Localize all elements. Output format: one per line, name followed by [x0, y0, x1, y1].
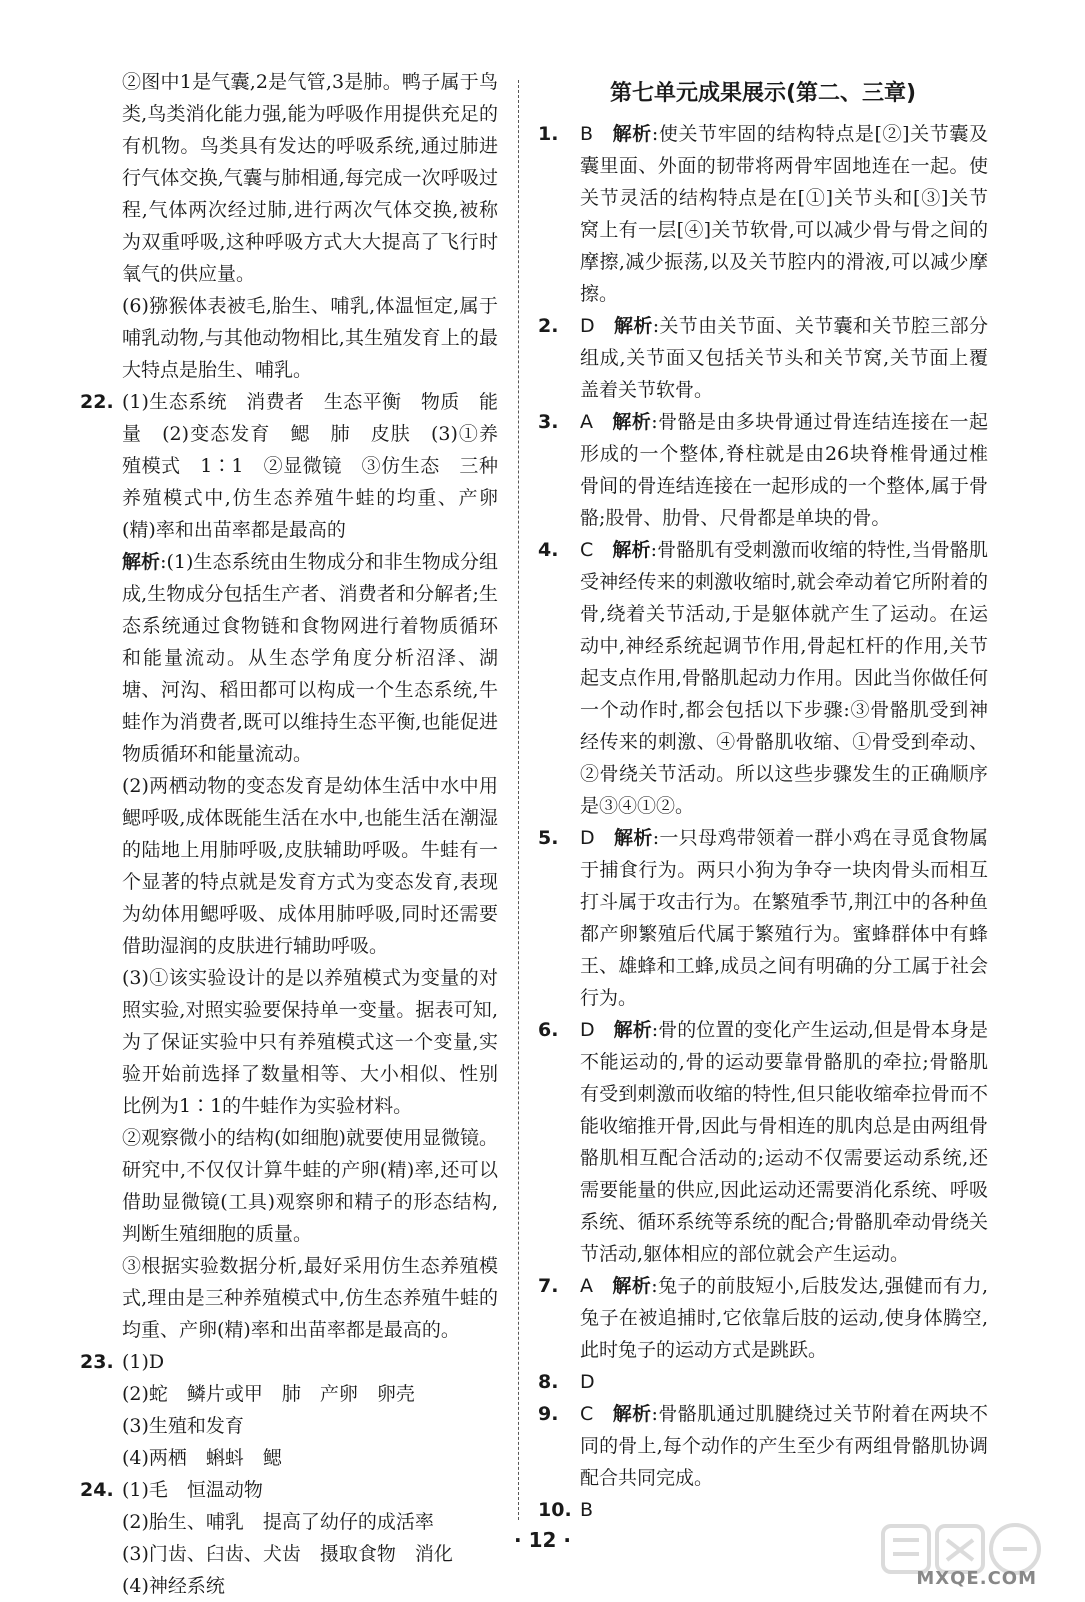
analysis-text: :骨骼肌通过肌腱绕过关节附着在两块不同的骨上,每个动作的产生至少有两组骨骼肌协调配合共同完成。 [580, 1403, 988, 1489]
answer-choice: B [580, 1499, 594, 1521]
analysis-label: 解析 [612, 1403, 652, 1425]
analysis-text: :使关节牢固的结构特点是[②]关节囊及囊里面、外面的韧带将两骨牢固地连在一起。使关节灵活的结构特点是在[①]关节头和[③]关节窝上有一层[④]关节软骨,可以减少骨与骨之间的摩擦,减少振荡,以及关节腔内的滑液,可以减少摩擦。 [580, 123, 988, 305]
answer-line: (1)D [122, 1351, 165, 1373]
analysis-paragraph-4: ②观察微小的结构(如细胞)就要使用显微镜。研究中,不仅仅计算牛蛙的产卵(精)率,还可以借助显微镜(工具)观察卵和精子的形态结构,判断生殖细胞的质量。 [122, 1127, 498, 1245]
analysis-label: 解析 [613, 315, 653, 337]
right-column [538, 66, 988, 1526]
answer-item [538, 1014, 988, 1270]
question-number: 22. [80, 391, 114, 413]
answer-line: (2)蛇 鳞片或甲 肺 产卵 卵壳 [122, 1383, 415, 1405]
question-number: 5. [538, 827, 559, 849]
answer-text [580, 534, 988, 822]
question-number: 2. [538, 315, 559, 337]
answer-item [538, 1398, 988, 1494]
analysis-text: :骨骼是由多块骨通过骨连结连接在一起形成的一个整体,脊柱就是由26块脊椎骨通过椎骨间的骨连结连接在一起形成的一个整体,属于骨骼;股骨、肋骨、尺骨都是单块的骨。 [580, 411, 988, 529]
analysis-label: 解析 [613, 827, 653, 849]
question-number: 10. [538, 1499, 572, 1521]
analysis-label: 解析 [122, 551, 161, 573]
answer-item [538, 406, 988, 534]
question-number: 4. [538, 539, 559, 561]
answer-choice: A [580, 1275, 593, 1297]
page-number: · 12 · [514, 1528, 571, 1552]
answer-choice: C [580, 539, 594, 561]
answer-text [580, 310, 988, 406]
question-number: 8. [538, 1371, 559, 1393]
answer-text [580, 1270, 988, 1366]
question-number: 24. [80, 1479, 114, 1501]
answer-item [538, 822, 988, 1014]
answer-text [580, 118, 988, 310]
question-number: 9. [538, 1403, 559, 1425]
watermark-text: MXQE.COM [916, 1568, 1037, 1589]
answer-choice: A [580, 411, 593, 433]
answer-text [580, 406, 988, 534]
answer-line: (4)两栖 蝌蚪 鳃 [122, 1447, 282, 1469]
answer-line: (3)生殖和发育 [122, 1415, 244, 1437]
answer-choice: C [580, 1403, 594, 1425]
analysis-label: 解析 [612, 411, 652, 433]
question-number: 7. [538, 1275, 559, 1297]
analysis-label: 解析 [612, 123, 652, 145]
answer-item [538, 534, 988, 822]
column-divider [518, 80, 519, 1520]
question-22 [80, 386, 498, 1346]
answer-item [538, 1366, 988, 1398]
question-23 [80, 1346, 498, 1474]
analysis-label: 解析 [612, 539, 651, 561]
analysis-text: :(1)生态系统由生物成分和非生物成分组成,生物成分包括生产者、消费者和分解者;生态系统通过食物链和食物网进行着物质循环和能量流动。从生态学角度分析沼泽、湖塘、河沟、稻田都可以构成一个生态系统,牛蛙作为消费者,既可以维持生态平衡,也能促进物质循环和能量流动。 [122, 551, 498, 765]
answer-choice: D [580, 1019, 595, 1041]
question-number: 3. [538, 411, 559, 433]
answer-text: (1)生态系统 消费者 生态平衡 物质 能量 (2)变态发育 鳃 肺 皮肤 (3)①养殖模式 1∶1 ②显微镜 ③仿生态 三种养殖模式中,仿生态养殖牛蛙的均重、产卵(精)率和出苗率都是最高的 [122, 391, 498, 541]
answer-item [538, 1270, 988, 1366]
answer-text [580, 1014, 988, 1270]
left-column [80, 66, 498, 1602]
answer-item [538, 118, 988, 310]
question-number: 23. [80, 1351, 114, 1373]
answer-item [538, 310, 988, 406]
analysis-paragraph-3: (3)①该实验设计的是以养殖模式为变量的对照实验,对照实验要保持单一变量。据表可知,为了保证实验中只有养殖模式这一个变量,实验开始前选择了数量相等、大小相似、性别比例为1∶1的牛蛙作为实验材料。 [122, 967, 498, 1117]
answer-line: (4)神经系统 [122, 1575, 225, 1597]
answer-list [538, 118, 988, 1526]
continued-paragraph-1: ②图中1是气囊,2是气管,3是肺。鸭子属于鸟类,鸟类消化能力强,能为呼吸作用提供充足的有机物。鸟类具有发达的呼吸系统,通过肺进行气体交换,气囊与肺相通,每完成一次呼吸过程,气体两次经过肺,进行两次气体交换,被称为双重呼吸,这种呼吸方式大大提高了飞行时氧气的供应量。 [122, 71, 498, 285]
section-heading: 第七单元成果展示(第二、三章) [609, 81, 917, 106]
answer-text [580, 1366, 988, 1398]
analysis-text: :一只母鸡带领着一群小鸡在寻觅食物属于捕食行为。两只小狗为争夺一块肉骨头而相互打斗属于攻击行为。在繁殖季节,荆江中的各种鱼都产卵繁殖后代属于繁殖行为。蜜蜂群体中有蜂王、雄蜂和工蜂,成员之间有明确的分工属于社会行为。 [580, 827, 988, 1009]
answer-line: (1)毛 恒温动物 [122, 1479, 263, 1501]
analysis-paragraph-5: ③根据实验数据分析,最好采用仿生态养殖模式,理由是三种养殖模式中,仿生态养殖牛蛙的均重、产卵(精)率和出苗率都是最高的。 [122, 1255, 498, 1341]
analysis-label: 解析 [612, 1275, 652, 1297]
answer-line: (2)胎生、哺乳 提高了幼仔的成活率 [122, 1511, 434, 1533]
answer-text [580, 1398, 988, 1494]
continued-paragraph-2: (6)猕猴体表被毛,胎生、哺乳,体温恒定,属于哺乳动物,与其他动物相比,其生殖发育上的最大特点是胎生、哺乳。 [122, 295, 498, 381]
question-number: 6. [538, 1019, 559, 1041]
answer-choice: D [580, 827, 595, 849]
answer-choice: B [580, 123, 594, 145]
question-number: 1. [538, 123, 559, 145]
analysis-paragraph-2: (2)两栖动物的变态发育是幼体生活中水中用鳃呼吸,成体既能生活在水中,也能生活在潮湿的陆地上用肺呼吸,皮肤辅助呼吸。牛蛙有一个显著的特点就是发育方式为变态发育,表现为幼体用鳃呼吸、成体用肺呼吸,同时还需要借助湿润的皮肤进行辅助呼吸。 [122, 775, 498, 957]
answer-line: (3)门齿、臼齿、犬齿 摄取食物 消化 [122, 1543, 453, 1565]
analysis-text: :兔子的前肢短小,后肢发达,强健而有力,兔子在被追捕时,它依靠后肢的运动,使身体腾空,此时兔子的运动方式是跳跃。 [580, 1275, 988, 1361]
answer-choice: D [580, 315, 595, 337]
analysis-text: :骨骼肌有受刺激而收缩的特性,当骨骼肌受神经传来的刺激收缩时,就会牵动着它所附着的骨,绕着关节活动,于是躯体就产生了运动。在运动中,神经系统起调节作用,骨起杠杆的作用,关节起支点作用,骨骼肌起动力作用。因此当你做任何一个动作时,都会包括以下步骤:③骨骼肌受到神经传来的刺激、④骨骼肌收缩、①骨受到牵动、②骨绕关节活动。所以这些步骤发生的正确顺序是③④①②。 [580, 539, 988, 817]
analysis-text: :关节由关节面、关节囊和关节腔三部分组成,关节面又包括关节头和关节窝,关节面上覆盖着关节软骨。 [580, 315, 988, 401]
analysis-text: :骨的位置的变化产生运动,但是骨本身是不能运动的,骨的运动要靠骨骼肌的牵拉;骨骼肌有受到刺激而收缩的特性,但只能收缩牵拉骨而不能收缩推开骨,因此与骨相连的肌肉总是由两组骨骼肌相互配合活动的;运动不仅需要运动系统,还需要能量的供应,因此运动还需要消化系统、呼吸系统、循环系统等系统的配合;骨骼肌牵动骨绕关节活动,躯体相应的部位就会产生运动。 [580, 1019, 988, 1265]
analysis-label: 解析 [613, 1019, 652, 1041]
answer-text [580, 822, 988, 1014]
answer-choice: D [580, 1371, 595, 1393]
